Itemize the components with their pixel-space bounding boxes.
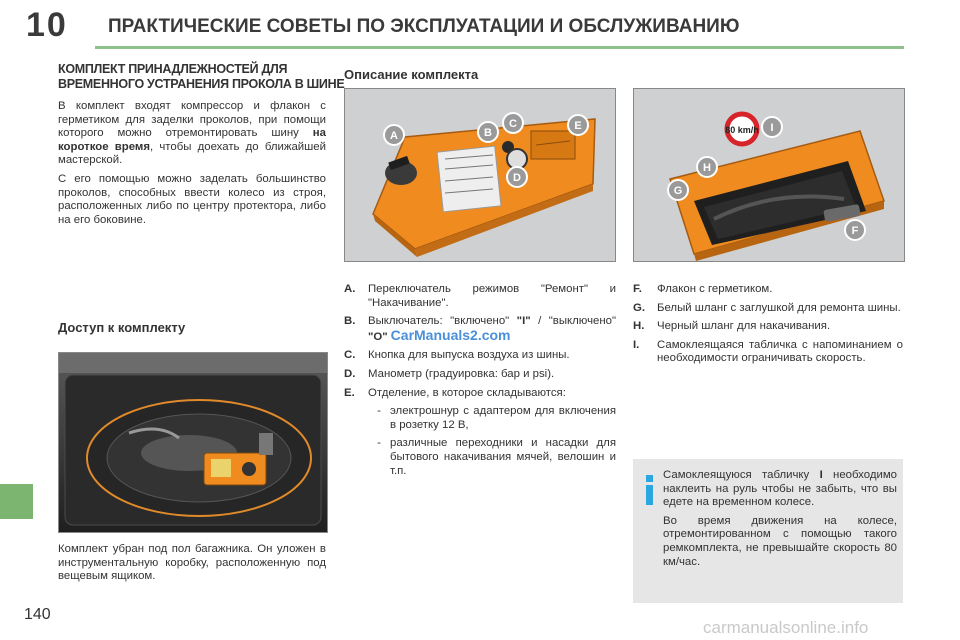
section-title <box>58 62 348 92</box>
list-item: G. Белый шланг с заглушкой для ремонта шины. <box>633 301 901 314</box>
trunk-caption: Комплект убран под пол багажника. Он уложен в инструментальную коробку, расположенную под вещевым ящиком. <box>58 543 326 583</box>
kit-photo-open <box>633 88 905 262</box>
chapter-side-tab <box>0 484 33 519</box>
label-H: H <box>703 162 711 174</box>
intro-paragraph-2: С его помощью можно заделать большинство проколов, способных ввести колесо из строя, расположенных либо по центру протектора, либо на его боковине. <box>58 172 326 226</box>
trunk-photo <box>58 352 328 533</box>
info-note-paragraph-1: Самоклеящуюся табличку I необходимо наклеить на руль чтобы не забыть, что вы едете на временном колесе. <box>663 469 897 509</box>
page-number: 140 <box>24 606 51 623</box>
section-title-line-2: ВРЕМЕННОГО УСТРАНЕНИЯ ПРОКОЛА В ШИНЕ <box>58 77 345 91</box>
section-title-line-1: КОМПЛЕКТ ПРИНАДЛЕЖНОСТЕЙ ДЛЯ <box>58 62 288 76</box>
emphasis-short-time: на короткое время <box>58 127 326 153</box>
info-note-text <box>663 469 897 574</box>
list-item: I. Самоклеящаяся табличка с напоминанием о необходимости ограничивать скорость. <box>633 338 903 365</box>
info-icon <box>645 475 655 505</box>
label-I: I <box>770 122 774 134</box>
sub-list-item: - электрошнур с адаптером для включения в розетку 12 В, <box>377 405 616 431</box>
list-item: E. Отделение, в которое складываются: <box>344 386 566 399</box>
kit-items-list-f-i <box>633 283 903 371</box>
speed-sticker: 80 km/h <box>725 125 759 135</box>
label-D: D <box>513 172 521 184</box>
list-item: F. Флакон с герметиком. <box>633 283 773 295</box>
kit-items-list-a-e <box>344 283 616 483</box>
kit-photo-top <box>344 88 616 262</box>
label-C: C <box>509 118 517 130</box>
label-F: F <box>851 225 859 237</box>
label-G: G <box>673 185 683 197</box>
chapter-number: 10 <box>26 6 68 44</box>
inline-watermark: CarManuals2.com <box>390 326 511 343</box>
list-item: C. Кнопка для выпуска воздуха из шины. <box>344 349 570 362</box>
list-item: H. Черный шланг для накачивания. <box>633 320 831 333</box>
footer-watermark: carmanualsonline.info <box>703 618 869 637</box>
list-item: B. Выключатель: "включено" "I" / "выключено" "O" CarManuals2.com <box>344 315 617 343</box>
label-E: E <box>574 120 582 132</box>
intro-paragraph-1: В комплект входят компрессор и флакон с герметиком для заделки проколов, при помощи которого можно отремонтировать шину на короткое время, чтобы доехать до ближайшей мастерской. <box>58 100 327 167</box>
info-note-paragraph-2: Во время движения на колесе, отремонтированном с помощью такого ремкомплекта, не превышайте скорость 80 км/час. <box>663 514 897 568</box>
label-B: B <box>484 127 492 139</box>
sub-list-item: - различные переходники и насадки для бытового накачивания мячей, велошин и т.п. <box>377 437 616 477</box>
access-title: Доступ к комплекту <box>58 320 186 335</box>
kit-description-title: Описание комплекта <box>344 67 479 82</box>
label-A: A <box>390 130 398 142</box>
list-item: D. Манометр (градуировка: бар и psi). <box>344 367 555 380</box>
chapter-title: ПРАКТИЧЕСКИЕ СОВЕТЫ ПО ЭКСПЛУАТАЦИИ И ОБСЛУЖИВАНИЮ <box>108 16 740 37</box>
header-divider <box>95 46 904 49</box>
info-note <box>633 459 903 603</box>
list-item: A. Переключатель режимов "Ремонт" и "Накачивание". <box>344 283 616 309</box>
intro-text <box>58 100 326 232</box>
